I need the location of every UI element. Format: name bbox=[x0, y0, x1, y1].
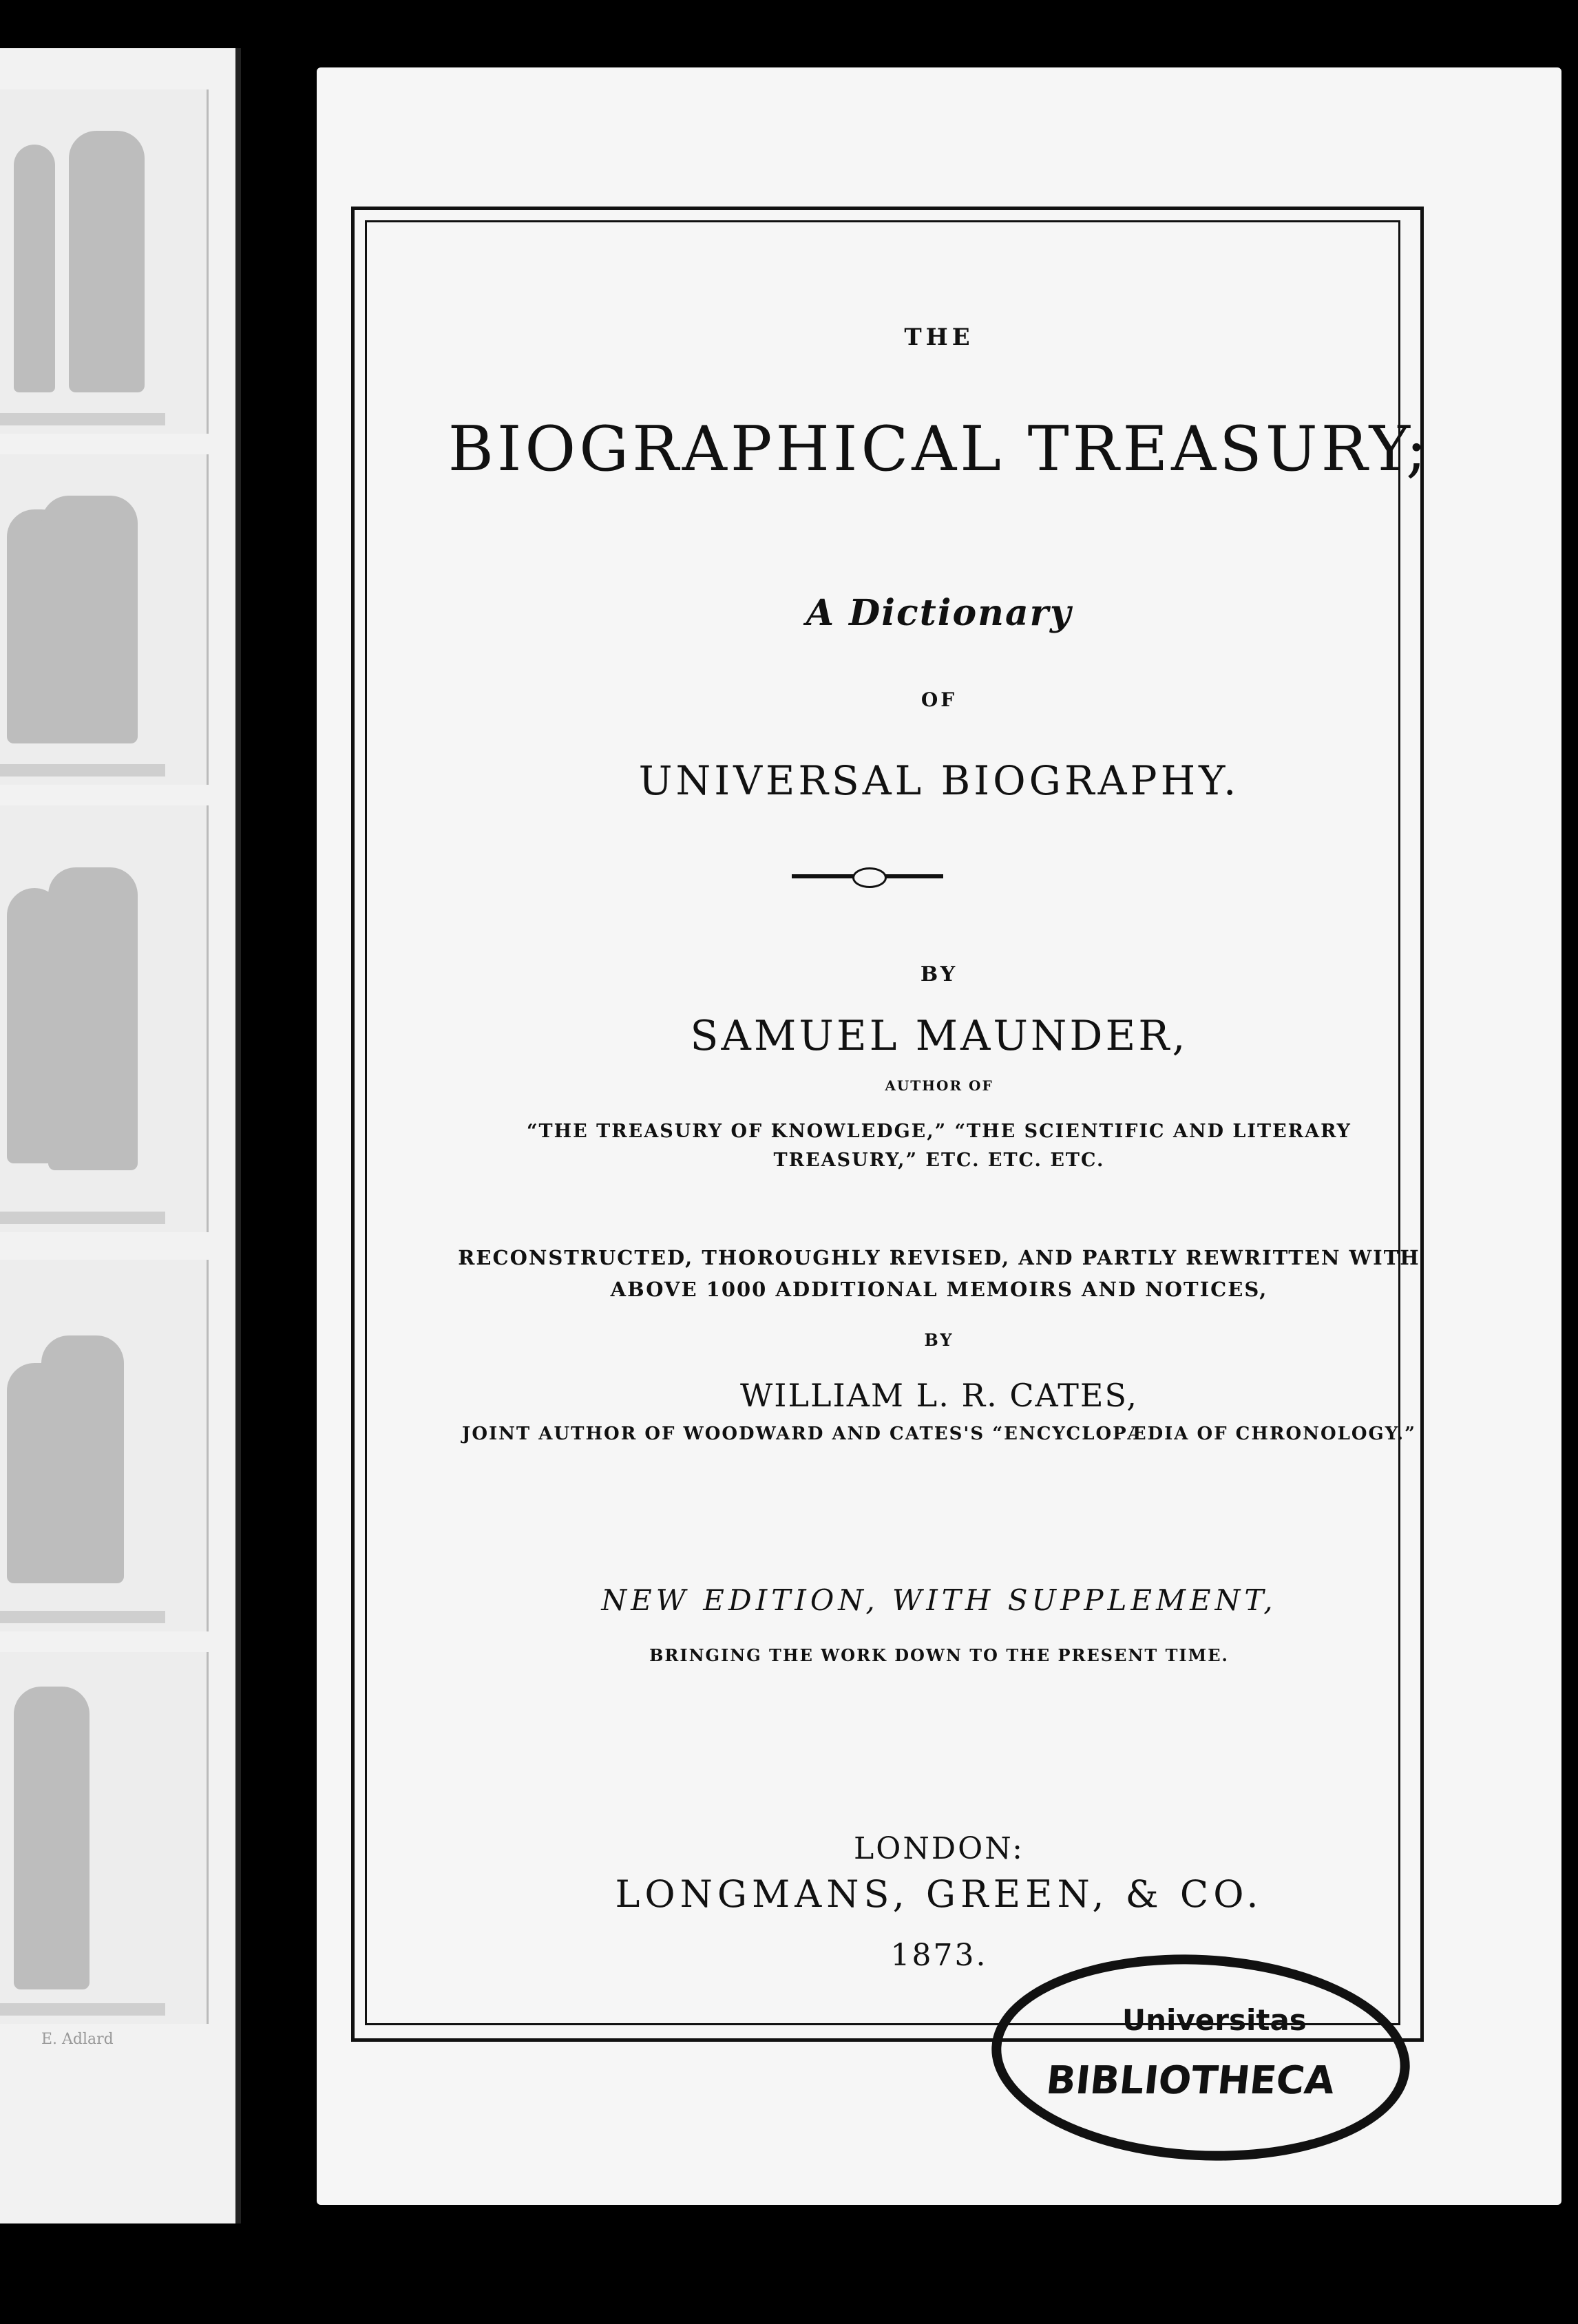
stamp-text-main: BIBLIOTHECA bbox=[1044, 2058, 1337, 2103]
by-label: BY bbox=[920, 962, 958, 986]
author-works-line-2: TREASURY,” ETC. ETC. ETC. bbox=[773, 1150, 1105, 1171]
engraving-plate bbox=[0, 89, 209, 434]
revision-note-line-2: ABOVE 1000 ADDITIONAL MEMOIRS AND NOTICES, bbox=[610, 1278, 1268, 1301]
edition-statement: NEW EDITION, WITH SUPPLEMENT, bbox=[601, 1583, 1277, 1617]
by-label-2: BY bbox=[924, 1330, 954, 1350]
engraving-plate bbox=[0, 805, 209, 1232]
ornament-center bbox=[852, 867, 887, 888]
publisher-name: LONGMANS, GREEN, & CO. bbox=[615, 1872, 1263, 1916]
facing-page-engraving bbox=[0, 48, 241, 2223]
edition-note: BRINGING THE WORK DOWN TO THE PRESENT TIME. bbox=[649, 1645, 1229, 1665]
stamp-ring bbox=[987, 1944, 1416, 2170]
publication-year: 1873. bbox=[890, 1938, 988, 1973]
book-subject: UNIVERSAL BIOGRAPHY. bbox=[638, 757, 1240, 804]
revision-note-line-1: RECONSTRUCTED, THOROUGHLY REVISED, AND PARTLY REWRITTEN WITH bbox=[458, 1246, 1420, 1269]
publication-city: LONDON: bbox=[854, 1831, 1024, 1866]
author-works-line-1: “THE TREASURY OF KNOWLEDGE,” “THE SCIENTIFIC AND LITERARY bbox=[527, 1121, 1351, 1142]
stamp-text-top: Universitas bbox=[1122, 2003, 1307, 2037]
engraving-plate bbox=[0, 1652, 209, 2024]
author-name: SAMUEL MAUNDER, bbox=[690, 1012, 1188, 1060]
reviser-name: WILLIAM L. R. CATES, bbox=[740, 1377, 1138, 1414]
title-article: THE bbox=[904, 324, 974, 351]
engraver-credit: E. Adlard bbox=[41, 2031, 114, 2048]
book-title: BIOGRAPHICAL TREASURY; bbox=[448, 413, 1431, 485]
reviser-description: JOINT AUTHOR OF WOODWARD AND CATES'S “ENCYCLOPÆDIA OF CHRONOLOGY.” bbox=[462, 1424, 1416, 1444]
engraving-plate bbox=[0, 1260, 209, 1631]
library-stamp bbox=[991, 1955, 1405, 2162]
subtitle-connector: OF bbox=[920, 688, 958, 711]
book-subtitle: A Dictionary bbox=[806, 592, 1073, 634]
author-of-label: AUTHOR OF bbox=[885, 1077, 993, 1094]
engraving-plate bbox=[0, 454, 209, 785]
